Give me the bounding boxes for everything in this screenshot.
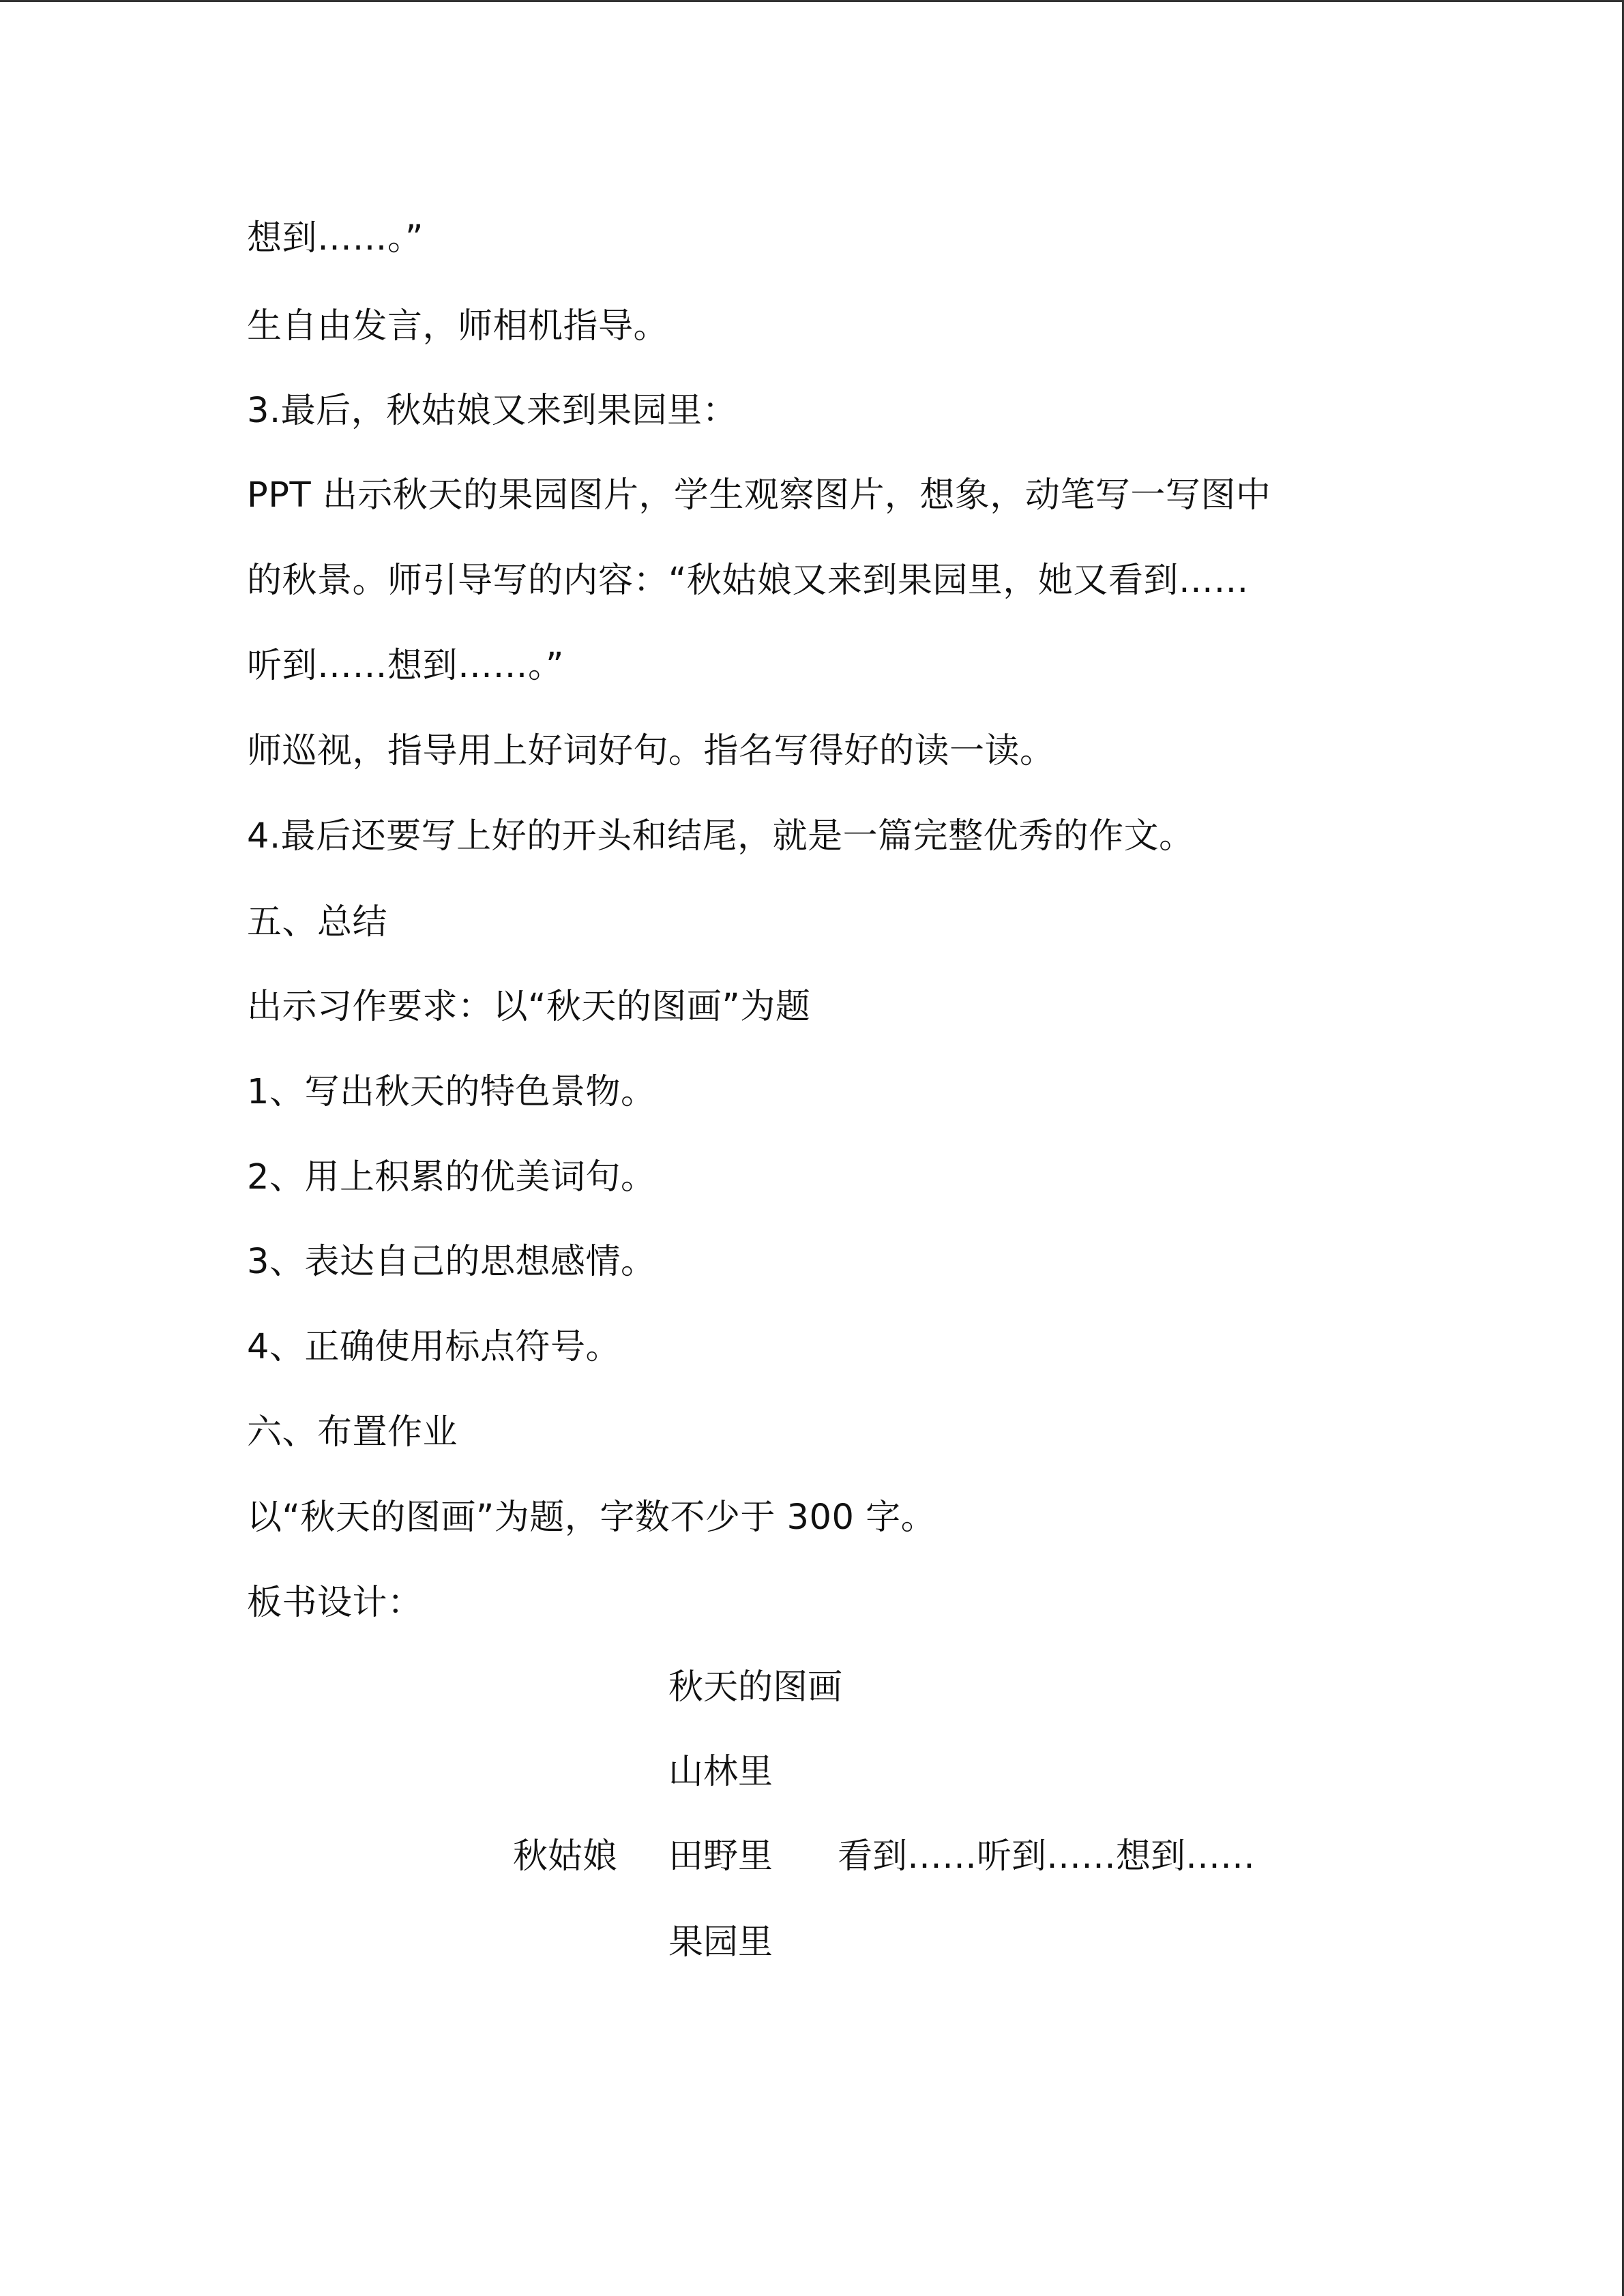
list-item: 1、写出秋天的特色景物。	[247, 1072, 656, 1112]
board-place-orchard: 果园里	[668, 1922, 773, 1963]
text-line: 听到……想到……。”	[247, 646, 564, 686]
section-heading: 五、总结	[247, 902, 388, 942]
text-line: 3.最后，秋姑娘又来到果园里：	[247, 391, 738, 431]
text-line: 板书设计：	[247, 1583, 423, 1623]
text-line: 出示习作要求：以“秋天的图画”为题	[247, 987, 811, 1027]
section-heading: 六、布置作业	[247, 1412, 458, 1452]
text-line: 想到……。”	[247, 218, 424, 258]
text-line: 的秋景。师引导写的内容：“秋姑娘又来到果园里，她又看到……	[247, 561, 1249, 601]
board-place-field: 田野里	[668, 1836, 773, 1877]
list-item: 4、正确使用标点符号。	[247, 1327, 621, 1367]
text-line: PPT 出示秋天的果园图片，学生观察图片，想象，动笔写一写图中	[247, 475, 1271, 516]
text-line: 师巡视，指导用上好词好句。指名写得好的读一读。	[247, 731, 1055, 771]
text-line: 以“秋天的图画”为题，字数不少于 300 字。	[247, 1497, 936, 1538]
text-line: 4.最后还要写上好的开头和结尾，就是一篇完整优秀的作文。	[247, 816, 1194, 856]
board-title: 秋天的图画	[668, 1667, 843, 1708]
board-place-mountain: 山林里	[668, 1752, 773, 1792]
text-line: 生自由发言，师相机指导。	[247, 306, 669, 346]
board-actions: 看到……听到……想到……	[838, 1836, 1256, 1877]
list-item: 2、用上积累的优美词句。	[247, 1157, 656, 1197]
board-subject: 秋姑娘	[513, 1836, 618, 1877]
list-item: 3、表达自己的思想感情。	[247, 1242, 656, 1282]
